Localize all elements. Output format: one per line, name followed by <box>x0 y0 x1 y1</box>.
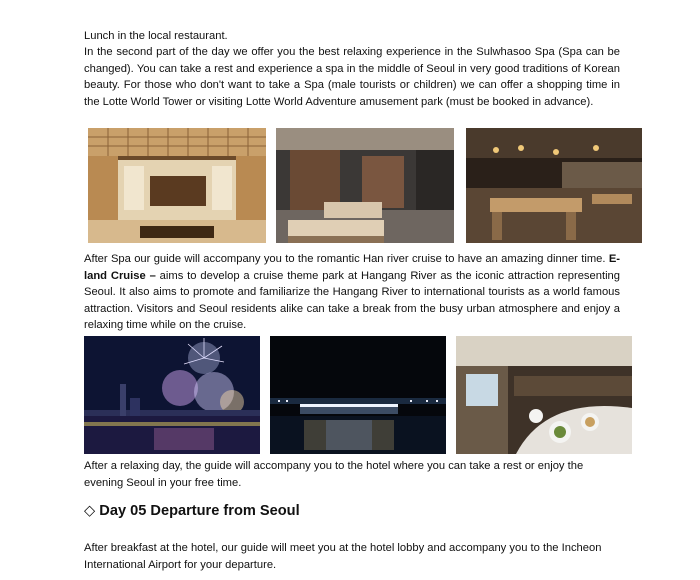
departure-paragraph: After breakfast at the hotel, our guide will meet you at the hotel lobby and accompany you to the Incheon International Airport for your departure. <box>84 542 602 571</box>
day5-title: Day 05 Departure from Seoul <box>99 503 300 519</box>
night-river-photo <box>270 336 446 454</box>
eland-cruise-name: E-land Cruise – <box>84 253 620 282</box>
spa-lobby-photo <box>88 128 266 243</box>
spa-lounge-photo <box>466 128 642 243</box>
cruise-description: aims to develop a cruise theme park at Hangang River as the iconic attraction representing Seoul. It also aims to promote and familiarize the Hangang River to international tourists as a world famous attraction. Visitors and Seoul residents alike can take a break from the busy urban atmosphere and enjoy a relaxing time while on the cruise. <box>84 269 620 332</box>
lunch-text: Lunch in the local restaurant. <box>84 30 228 42</box>
cruise-lead: After Spa our guide will accompany you to the romantic Han river cruise to have an amazing dinner time. <box>84 253 609 265</box>
cruise-paragraph <box>84 251 620 334</box>
cruise-buffet-photo <box>456 336 632 454</box>
diamond-bullet-icon: ◇ <box>84 503 96 519</box>
spa-room-photo <box>276 128 454 243</box>
day5-heading <box>84 502 300 519</box>
spa-paragraph: In the second part of the day we offer you the best relaxing experience in the Sulwhasoo Spa (Spa can be changed). You can take a rest and experience a spa in the middle of Seoul in very good traditions of Korean beauty. For those who don't want to take a Spa (male tourists or children) we can offer a shopping time in the Lotte World Tower or visiting Lotte World Adventure amusement park (must be booked in advance). <box>84 46 620 108</box>
fireworks-photo <box>84 336 260 454</box>
evening-paragraph: After a relaxing day, the guide will accompany you to the hotel where you can take a rest or enjoy the evening Seoul in your free time. <box>84 460 584 489</box>
